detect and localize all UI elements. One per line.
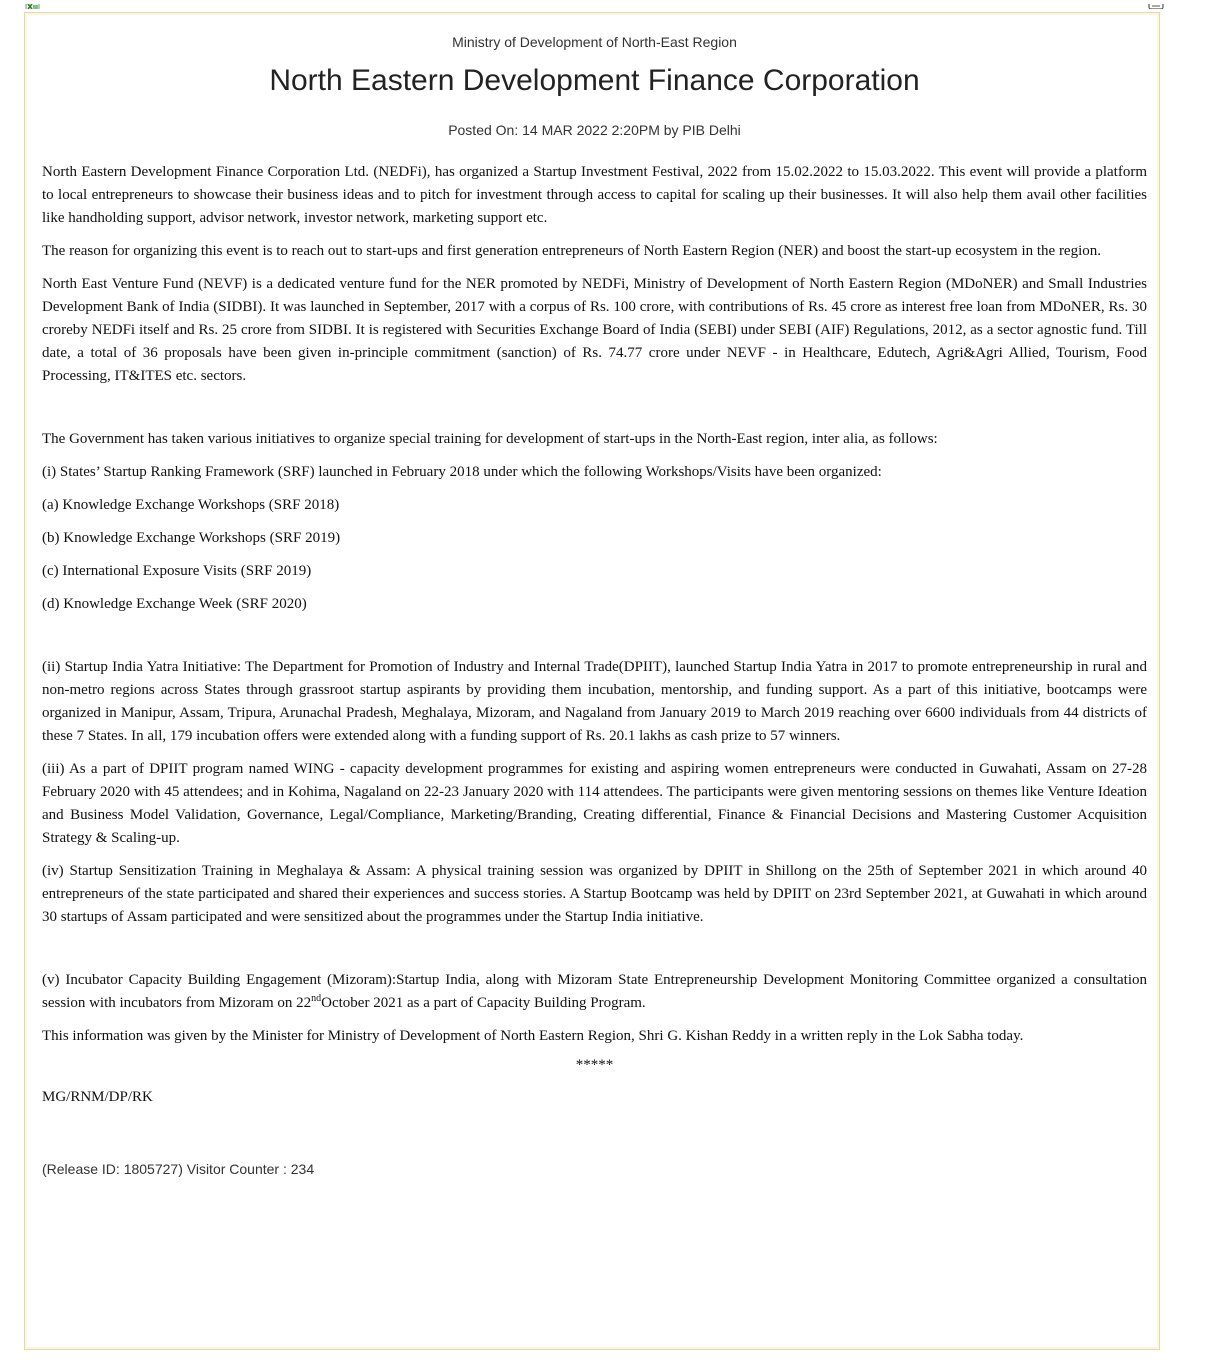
list-item-d: (d) Knowledge Exchange Week (SRF 2020) <box>42 596 307 612</box>
content-frame <box>24 12 1160 1350</box>
paragraph-1: North Eastern Development Finance Corporation Ltd. (NEDFi), has organized a Startup Investment Festival, 2022 from 15.02.2022 to 15.03.2022. This event will provide a platform to local entrepreneurs to showcase their business ideas and to pitch for investment through access to capital for scaling up their businesses. It will also help them avail other facilities like handholding support, advisor network, investor network, marketing support etc. <box>42 164 1147 226</box>
paragraph-5: (i) States’ Startup Ranking Framework (SRF) launched in February 2018 under which the following Workshops/Visits have been organized: <box>42 464 882 480</box>
paragraph-9 <box>42 969 1147 1015</box>
list-item-c: (c) International Exposure Visits (SRF 2019) <box>42 563 312 579</box>
list-item-a: (a) Knowledge Exchange Workshops (SRF 2018) <box>42 497 340 513</box>
paragraph-9-end: October 2021 as a part of Capacity Building Program. <box>321 995 646 1011</box>
paragraph-2: The reason for organizing this event is to reach out to start-ups and first generation entrepreneurs of North Eastern Region (NER) and boost the start-up ecosystem in the region. <box>42 243 1102 259</box>
posted-info: Posted On: 14 MAR 2022 2:20PM by PIB Delhi <box>448 122 741 138</box>
release-info: (Release ID: 1805727) Visitor Counter : 234 <box>42 1161 315 1177</box>
paragraph-4: The Government has taken various initiatives to organize special training for development of start-ups in the North-East region, inter alia, as follows: <box>42 431 938 447</box>
paragraph-7: (iii) As a part of DPIIT program named WING - capacity development programmes for existing and aspiring women entrepreneurs were conducted in Guwahati, Assam on 27-28 February 2020 with 45 attendees; and in Kohima, Nagaland on 22-23 January 2020 with 114 attendees. The participants were given mentoring sessions on themes like Venture Ideation and Business Model Validation, Governance, Legal/Compliance, Marketing/Branding, Creating differential, Finance & Financial Decisions and Mastering Customer Acquisition Strategy & Scaling-up. <box>42 761 1147 846</box>
article <box>42 13 1147 1178</box>
paragraph-6: (ii) Startup India Yatra Initiative: The Department for Promotion of Industry and Internal Trade(DPIIT), launched Startup India Yatra in 2017 to promote entrepreneurship in rural and non-metro regions across States through grassroot startup aspirants by providing them incubation, mentorship, and funding support. As a part of this initiative, bootcamps were organized in Manipur, Assam, Tripura, Arunachal Pradesh, Meghalaya, Mizoram, and Nagaland from January 2019 to March 2019 reaching over 6600 individuals from 44 districts of these 7 States. In all, 179 incubation offers were extended along with a funding support of Rs. 20.1 lakhs as cash prize to 57 winners. <box>42 659 1147 744</box>
excel-icon[interactable] <box>25 0 41 9</box>
paragraph-9-start: (v) Incubator Capacity Building Engagement (Mizoram):Startup India, along with Mizoram State Entrepreneurship Development Monitoring Committee organized a consultation session with incubators from Mizoram on 22 <box>42 972 1147 1011</box>
ministry-name: Ministry of Development of North-East Region <box>452 34 737 50</box>
list-item-b: (b) Knowledge Exchange Workshops (SRF 2019) <box>42 530 341 546</box>
separator-stars: ***** <box>575 1057 614 1073</box>
print-icon[interactable] <box>1147 0 1165 9</box>
paragraph-9-superscript: nd <box>311 993 322 1004</box>
initials: MG/RNM/DP/RK <box>42 1089 153 1105</box>
paragraph-10: This information was given by the Minister for Ministry of Development of North Eastern Region, Shri G. Kishan Reddy in a written reply in the Lok Sabha today. <box>42 1028 1024 1044</box>
page-title: North Eastern Development Finance Corporation <box>269 64 920 97</box>
paragraph-8: (iv) Startup Sensitization Training in Meghalaya & Assam: A physical training session was organized by DPIIT in Shillong on the 25th of September 2021 in which around 40 entrepreneurs of the state participated and shared their experiences and success stories. A Startup Bootcamp was held by DPIIT on 23rd September 2021, at Guwahati in which around 30 startups of Assam participated and were sensitized about the programmes under the Startup India initiative. <box>42 863 1147 925</box>
article-body <box>42 161 1147 1109</box>
paragraph-3: North East Venture Fund (NEVF) is a dedicated venture fund for the NER promoted by NEDFi, Ministry of Development of North Eastern Region (MDoNER) and Small Industries Development Bank of India (SIDBI). It was launched in September, 2017 with a corpus of Rs. 100 crore, with contributions of Rs. 45 crore as interest free loan from MDoNER, Rs. 30 croreby NEDFi itself and Rs. 25 crore from SIDBI. It is registered with Securities Exchange Board of India (SEBI) under SEBI (AIF) Regulations, 2012, as a sector agnostic fund. Till date, a total of 36 proposals have been given in-principle commitment (sanction) of Rs. 74.77 crore under NEVF - in Healthcare, Edutech, Agri&Agri Allied, Tourism, Food Processing, IT&ITES etc. sectors. <box>42 276 1147 384</box>
